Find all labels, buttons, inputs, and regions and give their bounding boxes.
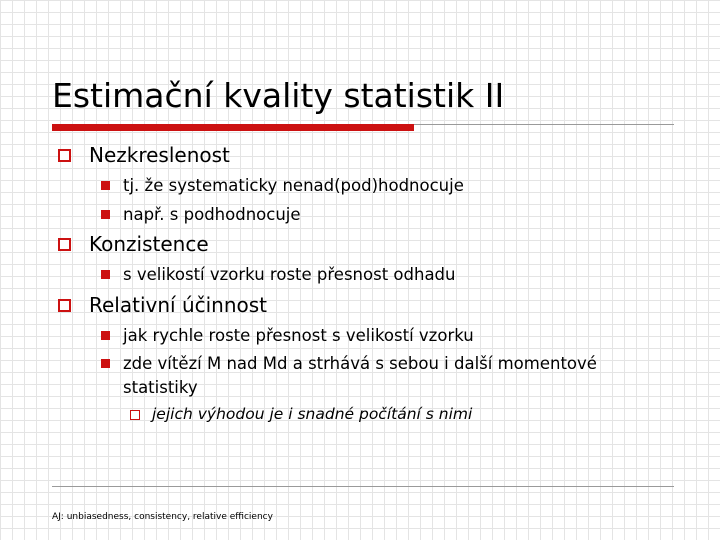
filled-square-icon (101, 181, 110, 190)
subbullet-text-continued: statistiky (123, 378, 198, 397)
filled-square-icon (101, 359, 110, 368)
hollow-square-icon (58, 149, 71, 162)
subbullet-text: tj. že systematicky nenad(pod)hodnocuje (123, 176, 464, 195)
bullet-text: Nezkreslenost (89, 143, 230, 167)
hollow-square-icon (130, 410, 140, 420)
bullet-text: Relativní účinnost (89, 293, 268, 317)
bullet-text: Konzistence (89, 232, 209, 256)
hollow-square-icon (58, 299, 71, 312)
footnote: AJ: unbiasedness, consistency, relative efficiency (52, 512, 273, 522)
filled-square-icon (101, 210, 110, 219)
hollow-square-icon (58, 238, 71, 251)
filled-square-icon (101, 331, 110, 340)
subbullet-text: zde vítězí M nad Md a strhává s sebou i další momentové (123, 354, 597, 373)
subbullet-text: jak rychle roste přesnost s velikostí vzorku (123, 326, 474, 345)
title-rule-accent (52, 124, 414, 131)
subbullet-text: např. s podhodnocuje (123, 205, 301, 224)
subsubbullet-text: jejich výhodou je i snadné počítání s nimi (152, 405, 473, 423)
bottom-rule (52, 486, 674, 487)
filled-square-icon (101, 270, 110, 279)
slide-title: Estimační kvality statistik II (52, 76, 505, 115)
subbullet-text: s velikostí vzorku roste přesnost odhadu (123, 265, 456, 284)
